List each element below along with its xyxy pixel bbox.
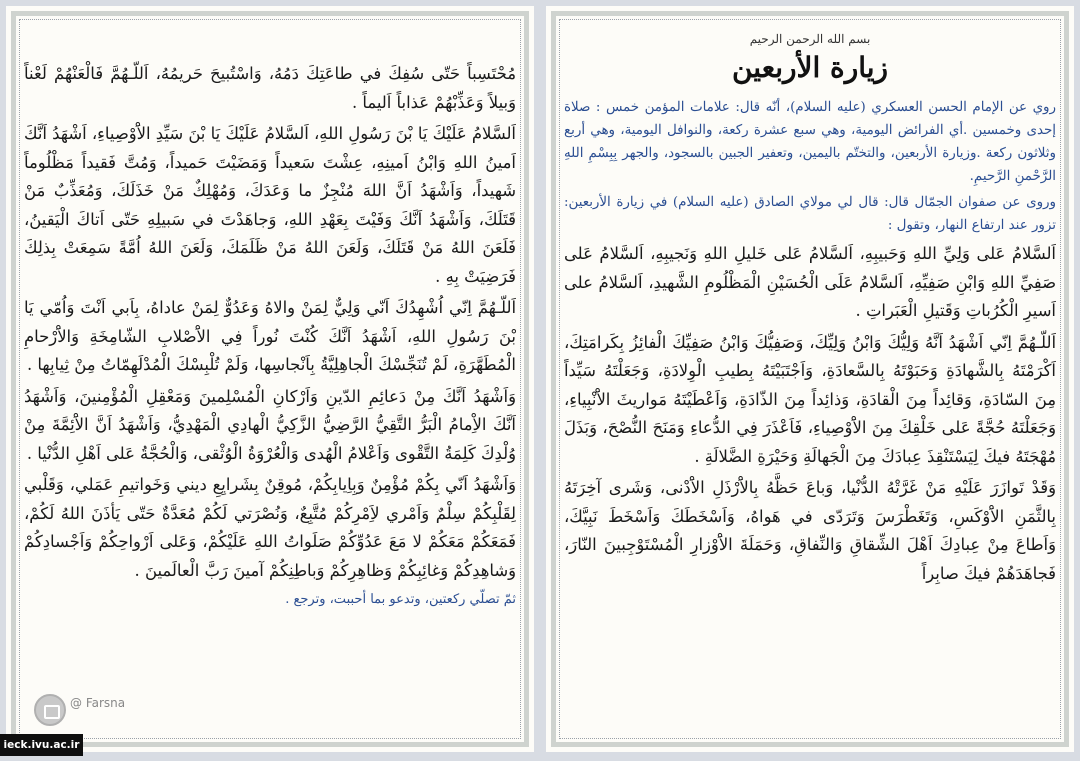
page-title: زيارة الأربعين (731, 51, 889, 84)
ziyarat-paragraph: اَللّـهُمَّ اِنّي اُشْهِدُكَ اَنّي وَلِيٌّ لِمَنْ والاهُ وَعَدُوٌّ لِمَنْ عاداهُ، بِاَبي اَنْتَ وَاُمّي يَا بْنَ رَسُولِ اللهِ، اَشْهَدُ اَنَّكَ كُنْتَ نُوراً فِي الاَْصْلابِ الشّامِخَةِ وَالاَْرْحامِ الْمُطَهَّرَةِ، لَمْ تُنَجِّسْكَ الْجاهِلِيَّةُ بِاَنْجاسِها، وَلَمْ تُلْبِسْكَ الْمُدْلَهِمّاتُ مِنْ ثِيابِها . (24, 298, 516, 374)
intro-narration: وروى عن صفوان الجمّال قال: قال لي مولاي الصادق (عليه السلام) في زيارة الأربعين: تزور عند ارتفاع النهار، وتقول : (564, 195, 1056, 233)
ziyarat-paragraph: وَاَشْهَدُ اَنَّكَ مِنْ دَعائِمِ الدّينِ وَاَرْكانِ الْمُسْلِمينَ وَمَعْقِلِ الْمُؤْمِنينَ، وَاَشْهَدُ اَنَّكَ الاِْمامُ الْبَرُّ التَّقِيُّ الرَّضِيُّ الزَّكِيُّ الْهادِي الْمَهْدِيُّ، وَاَشْهَدُ اَنَّ الاَْئِمَّةَ مِنْ وُلْدِكَ كَلِمَةُ التَّقْوى وَاَعْلامُ الْهُدى وَالْعُرْوَةُ الْوُثْقى، وَالْحُجَّةُ عَلى اَهْلِ الدُّنْيا . (24, 386, 516, 463)
ziyarat-paragraph: وَقَدْ تَوازَرَ عَلَيْهِ مَنْ غَرَّتْهُ الدُّنْيا، وَباعَ حَظَّهُ بِالاَْرْذَلِ الاَْدْنى، وَشَرى آخِرَتَهُ بِالثَّمَنِ الاَْوْكَسِ، وَتَغَطْرَسَ وَتَرَدّى في هَواهُ، وَاَسْخَطَكَ وَاَسْخَطَ نَبِيَّكَ، وَاَطاعَ مِنْ عِبادِكَ اَهْلَ الشِّقاقِ وَالنِّفاقِ، وَحَمَلَةَ الاَْوْزارِ الْمُسْتَوْجِبينَ النّارَ، فَجاهَدَهُمْ فيكَ صابِراً (564, 478, 1056, 583)
right-page (546, 6, 1074, 752)
left-page (6, 6, 534, 752)
bismillah: بسم الله الرحمن الرحيم (749, 32, 871, 46)
left-page-content (24, 60, 516, 738)
ziyarat-paragraph: وَاَشْهَدُ اَنّي بِكُمْ مُؤْمِنٌ وَبِاِيابِكُمْ، مُوقِنٌ بِشَرايِعِ ديني وَخَواتيمِ عَمَلي، وَقَلْبي لِقَلْبِكُمْ سِلْمٌ وَاَمْري لاَِمْرِكُمْ مُتَّبِعٌ، وَنُصْرَتي لَكُمْ مُعَدَّةٌ حَتّى يَأذَنَ اللهُ لَكُمْ، فَمَعَكُمْ مَعَكُمْ لا مَعَ عَدُوِّكُمْ صَلَواتُ اللهِ عَلَيْكُمْ، وَعَلى اَرْواحِكُمْ وَاَجْسادِكُمْ وَشاهِدِكُمْ وَغائِبِكُمْ وَظاهِرِكُمْ وَباطِنِكُمْ آمينَ رَبَّ الْعالَمينَ . (24, 475, 516, 580)
ziyarat-paragraph: اَللّـهُمَّ اِنّي اَشْهَدُ اَنَّهُ وَلِيُّكَ وَابْنُ وَلِيِّكَ، وَصَفِيُّكَ وَابْنُ صَفِيِّكَ الْفائِزُ بِكَرامَتِكَ، اَكْرَمْتَهُ بِالشَّهادَةِ وَحَبَوْتَهُ بِالسَّعادَةِ، وَاَجْتَبَيْتَهُ بِطيبِ الْوِلادَةِ، وَجَعَلْتَهُ سَيِّداً مِنَ السّادَةِ، وَقائِداً مِنَ الْقادَةِ، وَذائِداً مِنَ الذّادَةِ، وَاَعْطَيْتَهُ مَواريثَ الاَْنْبِياءِ، وَجَعَلْتَهُ حُجَّةً عَلى خَلْقِكَ مِنَ الاَْوْصِياءِ، فَاَعْذَرَ فِي الدُّعاءِ وَمَنَحَ النُّصْحَ، وَبَذَلَ مُهْجَتَهُ فيكَ لِيَسْتَنْقِذَ عِبادَكَ مِنَ الْجَهالَةِ وَحَيْرَةِ الضَّلالَةِ . (564, 332, 1056, 466)
farsna-logo-text: @ Farsna (70, 696, 126, 710)
intro-paragraph: روي عن الإمام الحسن العسكري (عليه السلام)، أنّه قال: علامات المؤمن خمس : صلاة إحدى وخمسين .أي الفرائض اليومية، وهي سبع عشرة ركعة، والنوافل اليومية، وهي أربع وثلاثون ركعة .وزيارة الأربعين، والتختّم باليمين، وتعفير الجبين بالسجود، والجهر بِبِسْمِ اللهِ الرَّحْمنِ الرَّحيمِ. (564, 100, 1056, 184)
right-page-content (564, 22, 1056, 738)
farsna-logo-icon (34, 694, 66, 726)
ziyarat-paragraph: اَلسَّلامُ عَلَيْكَ يَا بْنَ رَسُولِ اللهِ، اَلسَّلامُ عَلَيْكَ يَا بْنَ سَيِّدِ الاَْوْصِياءِ، اَشْهَدُ اَنَّكَ اَمينُ اللهِ وَابْنُ اَمينِهِ، عِشْتَ سَعيداً وَمَضَيْتَ حَميداً، وَمُتَّ فَقيداً مَظْلُوماً شَهيداً، وَاَشْهَدُ اَنَّ اللهَ مُنْجِزٌ ما وَعَدَكَ، وَمُهْلِكٌ مَنْ خَذَلَكَ، وَمُعَذِّبٌ مَنْ قَتَلَكَ، وَاَشْهَدُ اَنَّكَ وَفَيْتَ بِعَهْدِ اللهِ، وَجاهَدْتَ في سَبيلِهِ حَتّى اَتاكَ الْيَقينُ، فَلَعَنَ اللهُ مَنْ قَتَلَكَ، وَلَعَنَ اللهُ مَنْ ظَلَمَكَ، وَلَعَنَ اللهُ اُمَّةً سَمِعَتْ بِذلِكَ فَرَضِيَتْ بِهِ . (24, 124, 516, 286)
ziyarat-paragraph: اَلسَّلامُ عَلى وَلِيِّ اللهِ وَحَبيبِهِ، اَلسَّلامُ عَلى خَليلِ اللهِ وَنَجيبِهِ، اَلسَّلامُ عَلى صَفِيِّ اللهِ وَابْنِ صَفِيِّهِ، اَلسَّلامُ عَلَى الْحُسَيْنِ الْمَظْلُومِ الشَّهيدِ، اَلسَّلامُ على اَسيرِ الْكُرُباتِ وَقَتيلِ الْعَبَراتِ . (564, 244, 1056, 320)
ziyarat-paragraph: مُحْتَسِباً حَتّى سُفِكَ في طاعَتِكَ دَمُهُ، وَاسْتُبيحَ حَريمُهُ، اَللّـهُمَّ فَالْعَنْهُمْ لَعْناً وَبيلاً وَعَذِّبْهُمْ عَذاباً اَليماً . (24, 64, 516, 112)
site-watermark: ieck.ivu.ac.ir (0, 734, 83, 756)
closing-instruction: ثمّ تصلّي ركعتين، وتدعو بما أحببت، وترجع . (285, 592, 516, 607)
